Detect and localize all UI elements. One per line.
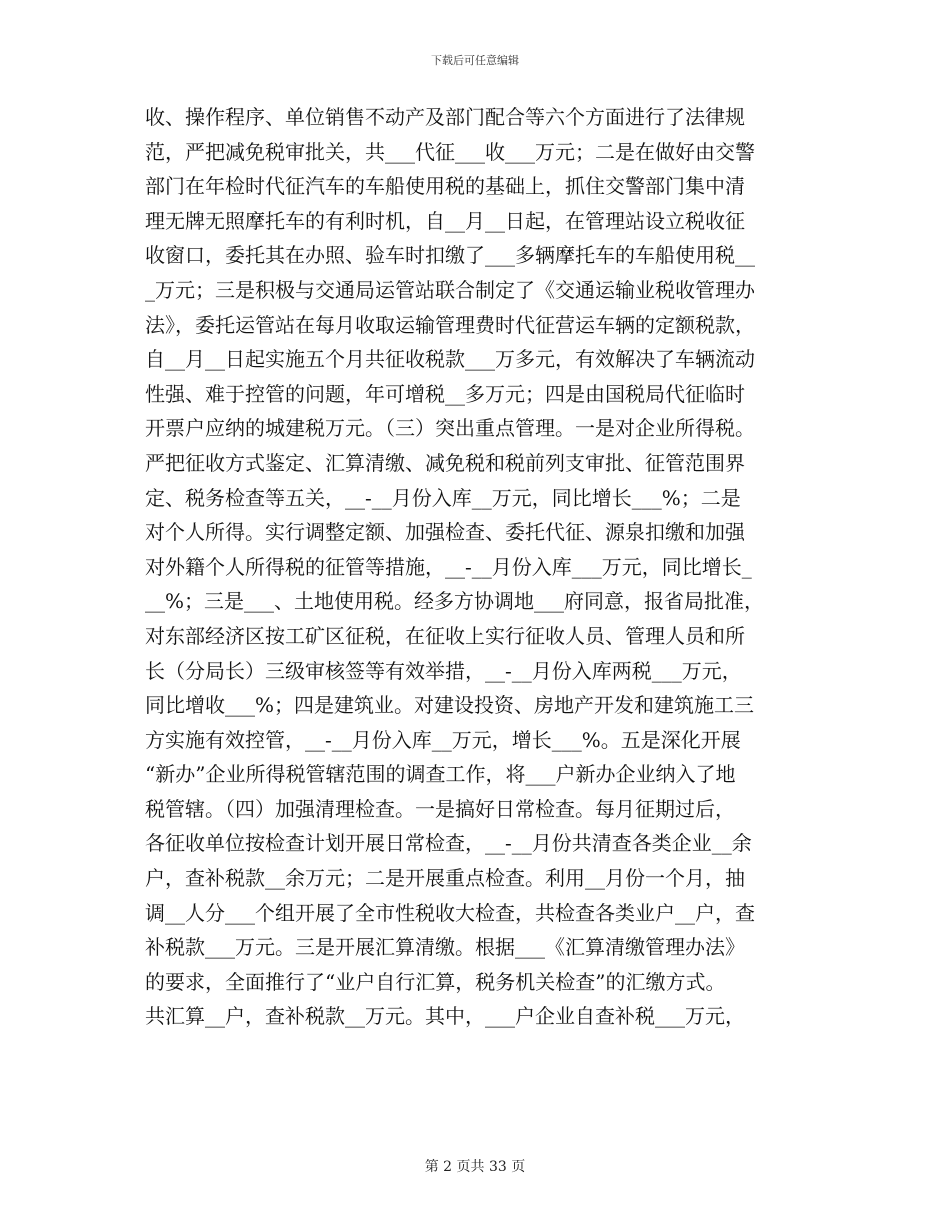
document-body [145, 100, 807, 1034]
body-line-24: 调__人分___个组开展了全市性税收大检查，共检查各类业户__户，查 [145, 900, 755, 925]
body-line-17: 长（分局长）三级审核签等有效举措，__-__月份入库两税___万元， [145, 658, 742, 683]
body-line-10: 开票户应纳的城建税万元。（三）突出重点管理。一是对企业所得税。 [145, 416, 755, 441]
body-line-20: “新办”企业所得税管辖范围的调查工作，将___户新办企业纳入了地 [145, 762, 736, 787]
body-line-1: 收、操作程序、单位销售不动产及部门配合等六个方面进行了法律规 [145, 105, 745, 129]
body-line-8: 自__月__日起实施五个月共征收税款___万多元，有效解决了车辆流动 [145, 347, 755, 372]
body-line-4: 理无牌无照摩托车的有利时机，自__月__日起，在管理站设立税收征 [145, 208, 745, 233]
body-line-23: 户，查补税款__余万元；二是开展重点检查。利用__月份一个月，抽 [145, 866, 745, 891]
body-line-6: _万元；三是积极与交通局运管站联合制定了《交通运输业税收管理办 [145, 277, 755, 302]
body-line-26: 的要求，全面推行了“业户自行汇算，税务机关检查”的汇缴方式。 [145, 969, 726, 994]
page-footer: 第 2 页共 33 页 [424, 1159, 526, 1175]
body-line-18: 同比增收___%；四是建筑业。对建设投资、房地产开发和建筑施工三 [145, 693, 755, 718]
page-header: 下载后可任意编辑 [431, 54, 519, 67]
body-line-25: 补税款___万元。三是开展汇算清缴。根据___《汇算清缴管理办法》 [145, 935, 745, 960]
body-line-11: 严把征收方式鉴定、汇算清缴、减免税和税前列支审批、征管范围界 [145, 450, 745, 475]
body-line-21: 税管辖。（四）加强清理检查。一是搞好日常检查。每月征期过后， [145, 796, 735, 821]
body-line-19: 方实施有效控管，__-__月份入库__万元，增长___%。五是深化开展 [145, 727, 741, 752]
body-line-9: 性强、难于控管的问题，年可增税__多万元；四是由国税局代征临时 [145, 381, 745, 406]
body-line-2: 范，严把减免税审批关，共___代征___收___万元；二是在做好由交警 [145, 139, 755, 164]
body-line-27: 共汇算__户，查补税款__万元。其中，___户企业自查补税___万元， [145, 1004, 745, 1029]
body-line-12: 定、税务检查等五关，__-__月份入库__万元，同比增长___%；二是 [145, 485, 741, 510]
body-line-13: 对个人所得。实行调整定额、加强检查、委托代征、源泉扣缴和加强 [145, 520, 745, 545]
body-line-7: 法》，委托运管站在每月收取运输管理费时代征营运车辆的定额税款， [145, 312, 755, 337]
body-line-16: 对东部经济区按工矿区征税，在征收上实行征收人员、管理人员和所 [145, 623, 745, 648]
body-line-3: 部门在年检时代征汽车的车船使用税的基础上，抓住交警部门集中清 [145, 174, 745, 199]
body-line-22: 各征收单位按检查计划开展日常检查，__-__月份共清查各类企业__余 [145, 831, 752, 856]
body-line-14: 对外籍个人所得税的征管等措施，__-__月份入库___万元，同比增长_ [145, 554, 752, 579]
body-line-15: __%；三是___、土地使用税。经多方协调地___府同意，报省局批准， [145, 589, 765, 614]
body-line-5: 收窗口，委托其在办照、验车时扣缴了___多辆摩托车的车船使用税__ [145, 243, 755, 268]
